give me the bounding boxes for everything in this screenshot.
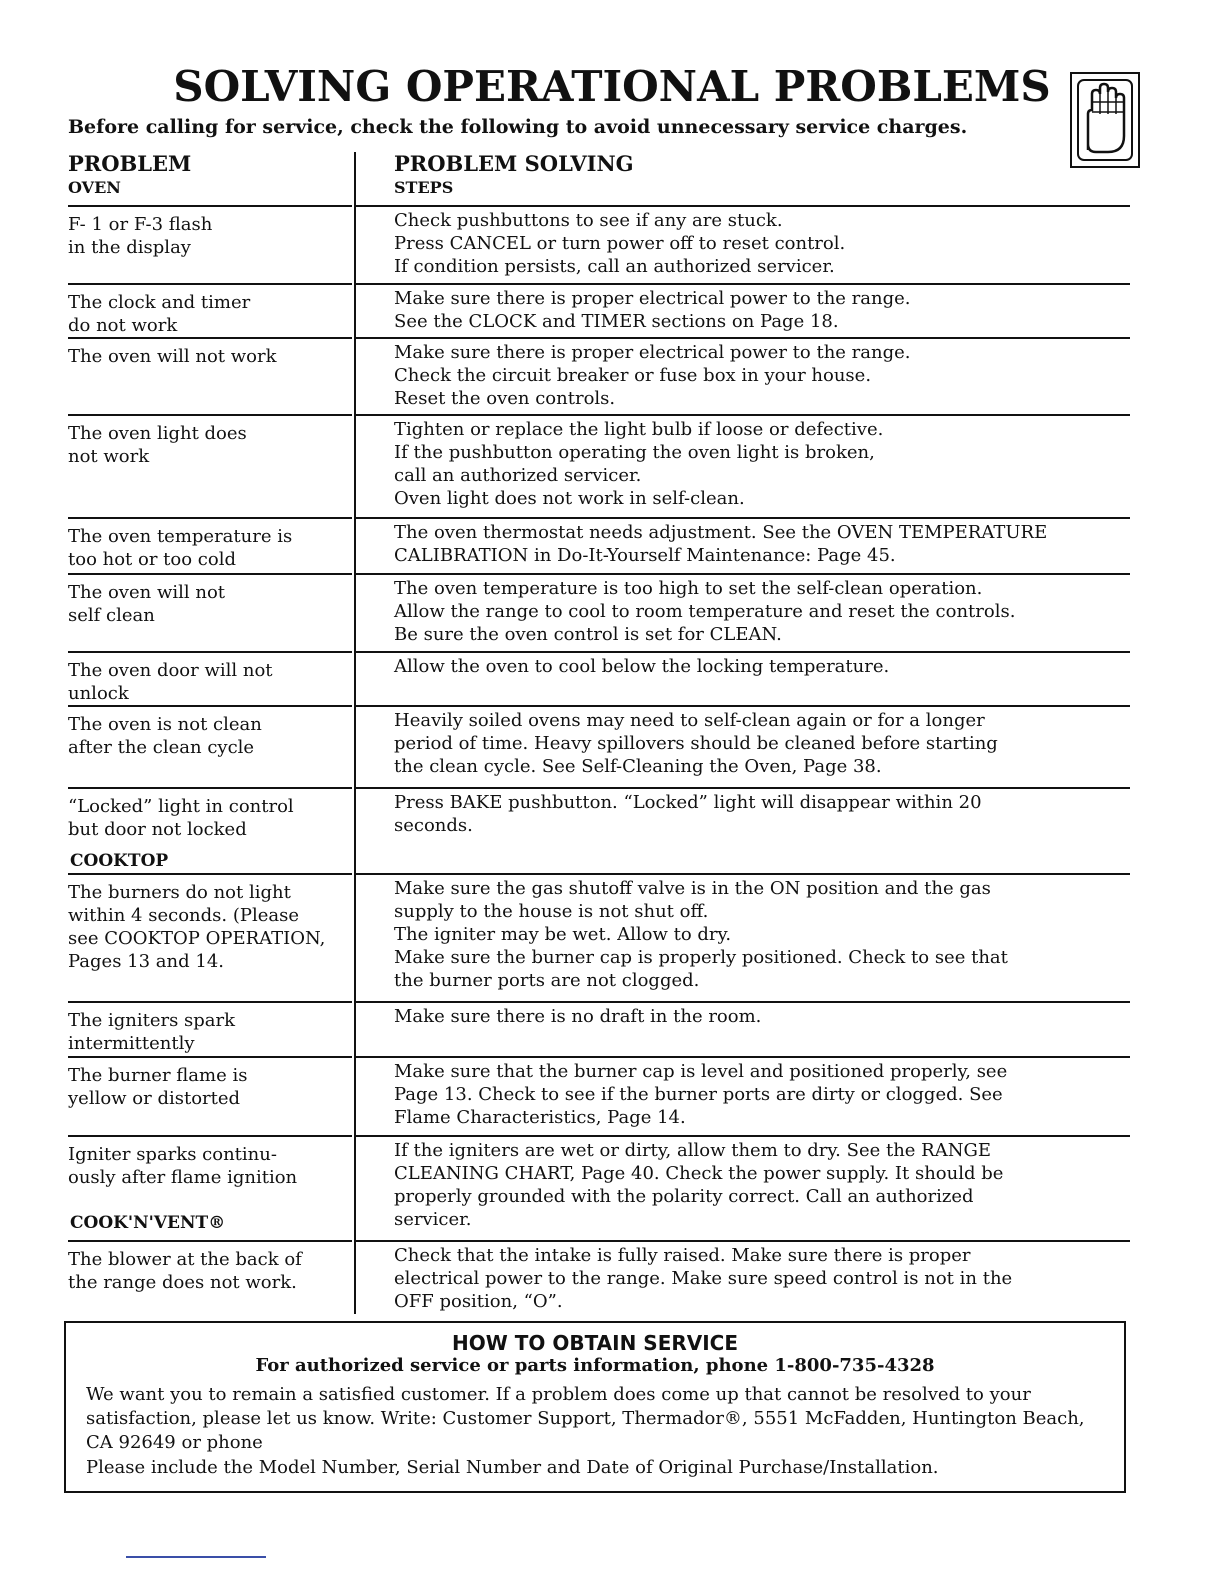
problem-cell — [68, 581, 352, 627]
step-line: CALIBRATION in Do-It-Yourself Maintenance: Page 45. — [394, 545, 896, 566]
step-line: CLEANING CHART, Page 40. Check the power supply. It should be — [394, 1163, 1004, 1184]
problem-line: F- 1 or F-3 flash — [68, 214, 213, 235]
step-line: The oven thermostat needs adjustment. See the OVEN TEMPERATURE — [394, 522, 1048, 543]
row-rule — [68, 787, 352, 789]
steps-cell — [394, 287, 1130, 333]
problem-line: within 4 seconds. (Please — [68, 905, 300, 926]
row-rule — [356, 705, 1130, 707]
problem-cell — [68, 1009, 352, 1055]
row-rule — [356, 873, 1130, 875]
step-line: OFF position, “O”. — [394, 1291, 563, 1312]
problem-cell — [68, 659, 352, 705]
problem-line: The oven light does — [68, 423, 247, 444]
problem-cell — [68, 881, 352, 973]
problem-line: see COOKTOP OPERATION, — [68, 928, 326, 949]
problem-line: The oven will not work — [68, 346, 277, 367]
row-rule — [356, 787, 1130, 789]
problem-line: The oven is not clean — [68, 714, 262, 735]
steps-cell — [394, 341, 1130, 410]
step-line: properly grounded with the polarity correct. Call an authorized — [394, 1186, 974, 1207]
row-rule — [68, 337, 352, 339]
row-rule — [68, 1056, 352, 1058]
row-rule — [356, 337, 1130, 339]
row-rule — [68, 705, 352, 707]
service-phone-line: For authorized service or parts information, phone 1-800-735-4328 — [255, 1355, 935, 1376]
step-line: servicer. — [394, 1209, 472, 1230]
problem-line: after the clean cycle — [68, 737, 255, 758]
problem-cell — [68, 525, 352, 571]
problem-line: The oven temperature is — [68, 526, 293, 547]
problem-cell — [68, 422, 352, 468]
problem-line: The blower at the back of — [68, 1249, 302, 1270]
row-rule — [68, 414, 352, 416]
step-line: If the igniters are wet or dirty, allow them to dry. See the RANGE — [394, 1140, 991, 1161]
step-line: seconds. — [394, 815, 473, 836]
step-line: Make sure the burner cap is properly positioned. Check to see that — [394, 947, 1008, 968]
row-rule — [68, 1240, 352, 1242]
step-line: Allow the oven to cool below the locking temperature. — [394, 656, 890, 677]
step-line: The oven temperature is too high to set the self-clean operation. — [394, 578, 983, 599]
row-rule — [356, 517, 1130, 519]
step-line: Check that the intake is fully raised. Make sure there is proper — [394, 1245, 971, 1266]
step-line: Allow the range to cool to room temperature and reset the controls. — [394, 601, 1016, 622]
step-line: If the pushbutton operating the oven light is broken, — [394, 442, 875, 463]
problem-line: do not work — [68, 315, 178, 336]
problem-line: too hot or too cold — [68, 549, 237, 570]
service-body: We want you to remain a satisfied customer. If a problem does come up that cannot be resolved to your satisfaction, please let us know. Write: Customer Support, Thermador®, 5551 McFadden, Huntington Beach, CA 92649 or phone — [86, 1384, 1085, 1453]
problem-line: The clock and timer — [68, 292, 251, 313]
row-rule — [68, 517, 352, 519]
step-line: Make sure there is proper electrical power to the range. — [394, 342, 911, 363]
step-line: call an authorized servicer. — [394, 465, 642, 486]
steps-cell — [394, 418, 1130, 510]
column-divider — [354, 152, 356, 1314]
problem-line: but door not locked — [68, 819, 247, 840]
problem-line: yellow or distorted — [68, 1088, 241, 1109]
row-rule — [68, 1135, 352, 1137]
problem-cell — [68, 713, 352, 759]
step-line: Tighten or replace the light bulb if loose or defective. — [394, 419, 884, 440]
problem-cell — [68, 1143, 352, 1189]
problem-line: The burner flame is — [68, 1065, 248, 1086]
problem-line: the range does not work. — [68, 1272, 297, 1293]
problem-cell — [68, 1064, 352, 1110]
steps-cell — [394, 1005, 1130, 1028]
problem-header — [68, 151, 191, 199]
step-line: period of time. Heavy spillovers should be cleaned before starting — [394, 733, 998, 754]
problem-line: self clean — [68, 605, 155, 626]
page-subtitle: Before calling for service, check the following to avoid unnecessary service charges. — [68, 116, 968, 138]
steps-header-label: STEPS — [394, 178, 454, 197]
row-rule — [68, 283, 352, 285]
row-rule — [356, 205, 1130, 207]
cooktop-section-label: COOKTOP — [70, 851, 169, 871]
problem-line: The oven door will not — [68, 660, 273, 681]
row-rule — [68, 205, 352, 207]
step-line: If condition persists, call an authorized servicer. — [394, 256, 835, 277]
step-line: See the CLOCK and TIMER sections on Page 18. — [394, 311, 839, 332]
step-line: Oven light does not work in self-clean. — [394, 488, 745, 509]
step-line: Flame Characteristics, Page 14. — [394, 1107, 686, 1128]
row-rule — [356, 573, 1130, 575]
row-rule — [356, 1056, 1130, 1058]
steps-cell — [394, 577, 1130, 646]
steps-cell — [394, 655, 1130, 678]
problem-header-label: PROBLEM — [68, 151, 192, 176]
steps-cell — [394, 709, 1130, 778]
problem-line: Pages 13 and 14. — [68, 951, 224, 972]
step-line: Press CANCEL or turn power off to reset control. — [394, 233, 846, 254]
problem-line: intermittently — [68, 1033, 195, 1054]
problem-line: not work — [68, 446, 150, 467]
problem-line: in the display — [68, 237, 191, 258]
step-line: Make sure that the burner cap is level and positioned properly, see — [394, 1061, 1008, 1082]
problem-cell — [68, 795, 352, 841]
problem-cell — [68, 1248, 352, 1294]
step-line: Be sure the oven control is set for CLEAN. — [394, 624, 782, 645]
problem-cell — [68, 213, 352, 259]
row-rule — [356, 651, 1130, 653]
service-title: HOW TO OBTAIN SERVICE — [451, 1331, 739, 1355]
problem-cell — [68, 291, 352, 337]
steps-cell — [394, 209, 1130, 278]
step-line: Make sure the gas shutoff valve is in the ON position and the gas — [394, 878, 991, 899]
problem-cell — [68, 345, 352, 368]
step-line: Check pushbuttons to see if any are stuck. — [394, 210, 783, 231]
step-line: the burner ports are not clogged. — [394, 970, 700, 991]
problem-solving-header — [394, 151, 634, 199]
row-rule — [68, 573, 352, 575]
problem-solving-header-label: PROBLEM SOLVING — [394, 151, 634, 176]
row-rule — [356, 414, 1130, 416]
service-note: Please include the Model Number, Serial Number and Date of Original Purchase/Installation. — [86, 1457, 939, 1478]
step-line: Make sure there is proper electrical power to the range. — [394, 288, 911, 309]
step-line: the clean cycle. See Self-Cleaning the Oven, Page 38. — [394, 756, 882, 777]
steps-cell — [394, 877, 1130, 992]
step-line: Make sure there is no draft in the room. — [394, 1006, 762, 1027]
problem-line: ously after flame ignition — [68, 1167, 298, 1188]
row-rule — [68, 651, 352, 653]
problem-line: The burners do not light — [68, 882, 291, 903]
step-line: Press BAKE pushbutton. “Locked” light will disappear within 20 — [394, 792, 982, 813]
problem-line: The oven will not — [68, 582, 226, 603]
row-rule — [356, 1240, 1130, 1242]
problem-line: “Locked” light in control — [68, 796, 294, 817]
steps-cell — [394, 1139, 1130, 1231]
row-rule — [356, 283, 1130, 285]
row-rule — [68, 1001, 352, 1003]
row-rule — [356, 1001, 1130, 1003]
problem-line: Igniter sparks continu- — [68, 1144, 277, 1165]
step-line: The igniter may be wet. Allow to dry. — [394, 924, 732, 945]
steps-cell — [394, 1244, 1130, 1313]
oven-section-label: OVEN — [68, 178, 121, 197]
problem-line: The igniters spark — [68, 1010, 236, 1031]
page-title: SOLVING OPERATIONAL PROBLEMS — [173, 62, 1051, 111]
step-line: electrical power to the range. Make sure speed control is not in the — [394, 1268, 1013, 1289]
steps-cell — [394, 1060, 1130, 1129]
problem-line: unlock — [68, 683, 129, 704]
cooknvent-section-label: COOK'N'VENT® — [70, 1213, 226, 1233]
row-rule — [356, 1135, 1130, 1137]
raised-hand-icon — [1070, 72, 1140, 168]
step-line: Reset the oven controls. — [394, 388, 616, 409]
steps-cell — [394, 791, 1130, 837]
step-line: Heavily soiled ovens may need to self-clean again or for a longer — [394, 710, 985, 731]
row-rule — [68, 873, 352, 875]
steps-cell — [394, 521, 1130, 567]
footer-rule — [126, 1556, 266, 1558]
step-line: Check the circuit breaker or fuse box in your house. — [394, 365, 872, 386]
service-box — [64, 1321, 1126, 1493]
step-line: supply to the house is not shut off. — [394, 901, 709, 922]
step-line: Page 13. Check to see if the burner ports are dirty or clogged. See — [394, 1084, 1003, 1105]
